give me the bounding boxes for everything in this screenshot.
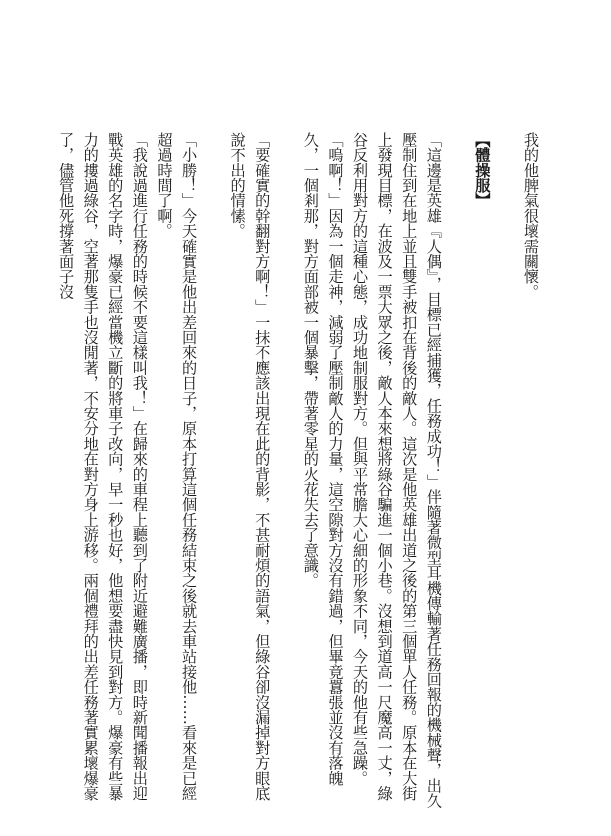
paragraph: 「小勝！」今天確實是他出差回來的日子，原本打算這個任務結束之後就去車站接他……看來是已經超過時間了啊。 (155, 132, 199, 801)
paragraph: 「嗚啊！」因為一個走神，減弱了壓制敵人的力量，這空隙對方沒有錯過，但畢竟囂張並沒有落魄久，一個剎那，對方面部被一個暴擊，帶著零星的火花失去了意識。 (301, 132, 345, 786)
vertical-text-body (54, 132, 544, 812)
intro-line: 我的他脾氣很壞需關懷。 (522, 132, 540, 300)
paragraph: 「這邊是英雄『人偶』，目標已經捕獲，任務成功！」伴隨著微型耳機傳輸著任務回報的機械聲，出久壓制住到在地上並且雙手被扣在背後的敵人。這次是他英雄出道之後的第三個單人任務。原本在大街上發現目標，在波及一票大眾之後，敵人本來想將綠谷騙進一個小巷。沒想到道高一尺魔高一丈，綠谷反利用對方的這種心態，成功地制服對方。但與平常膽大心細的形象不同，今天的他有些急躁。 (351, 132, 443, 809)
section-heading: 【體操服】 (473, 132, 492, 208)
paragraph: 「要確實的幹翻對方啊！」一抹不應該出現在此的背影，不甚耐煩的語氣，但綠谷卻沒漏掉對方眼底說不出的情愫。 (228, 132, 272, 801)
paragraph: 「我說過進行任務的時候不要這樣叫我！」在歸來的車程上聽到了附近避難廣播，即時新聞播報出迎戰英雄的名字時，爆豪已經當機立斷的將車子改向，早一秒也好，他想要盡快見到對方。爆豪有些暴力的摟過綠谷，空著那隻手也沒閒著，不安分地在對方身上游移。兩個禮拜的出差任務著實累壞爆豪了，儘管他死撐著面子沒 (57, 132, 149, 801)
